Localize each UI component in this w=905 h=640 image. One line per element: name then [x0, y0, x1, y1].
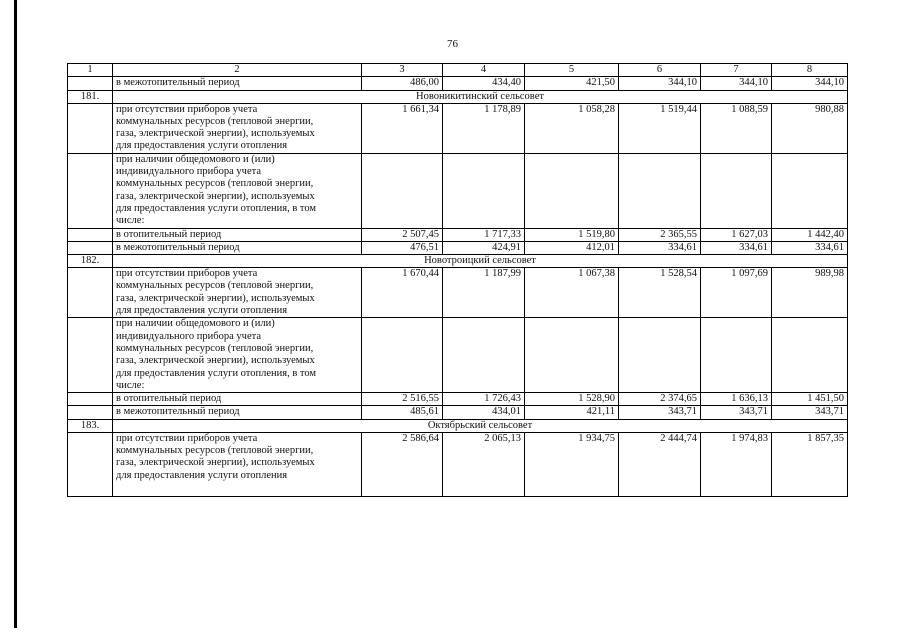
row-number: [68, 268, 113, 318]
row-label: в межотопительный период: [113, 77, 362, 90]
header-cell: 4: [443, 64, 525, 77]
value-cell: [701, 153, 772, 228]
table-row: [68, 432, 848, 496]
table-row: [68, 268, 848, 318]
value-cell: 1 058,28: [525, 103, 619, 153]
value-cell: 2 586,64: [362, 432, 443, 496]
row-number: [68, 432, 113, 496]
row-number: [68, 77, 113, 90]
value-cell: [362, 318, 443, 393]
value-cell: 1 974,83: [701, 432, 772, 496]
value-cell: 476,51: [362, 241, 443, 254]
header-row: [68, 64, 848, 77]
table-row: [68, 406, 848, 419]
row-number: [68, 103, 113, 153]
value-cell: 1 442,40: [772, 228, 848, 241]
row-label: в межотопительный период: [113, 241, 362, 254]
value-cell: [443, 153, 525, 228]
value-cell: 989,98: [772, 268, 848, 318]
table-row: [68, 228, 848, 241]
value-cell: 1 857,35: [772, 432, 848, 496]
row-label: при наличии общедомового и (или) индивидуального прибора учета коммунальных ресурсов (тепловой энергии, газа, электрической энергии), используемых для предоставления услуги отопления, в том числе:: [113, 318, 362, 393]
value-cell: 344,10: [619, 77, 701, 90]
value-cell: 412,01: [525, 241, 619, 254]
value-cell: 434,40: [443, 77, 525, 90]
value-cell: 1 636,13: [701, 393, 772, 406]
row-label: при отсутствии приборов учета коммунальных ресурсов (тепловой энергии, газа, электрической энергии), используемых для предоставления услуги отопления: [113, 103, 362, 153]
value-cell: 2 516,55: [362, 393, 443, 406]
table-body: [68, 64, 848, 497]
value-cell: [525, 318, 619, 393]
value-cell: [525, 153, 619, 228]
row-number: [68, 318, 113, 393]
header-cell: 3: [362, 64, 443, 77]
section-title: Новоникитинский сельсовет: [113, 90, 848, 103]
section-title: Октябрьский сельсовет: [113, 419, 848, 432]
value-cell: 334,61: [701, 241, 772, 254]
value-cell: 1 519,44: [619, 103, 701, 153]
value-cell: [701, 318, 772, 393]
value-cell: 1 627,03: [701, 228, 772, 241]
row-number: [68, 228, 113, 241]
header-cell: 1: [68, 64, 113, 77]
value-cell: 1 528,54: [619, 268, 701, 318]
value-cell: 1 088,59: [701, 103, 772, 153]
value-cell: 421,11: [525, 406, 619, 419]
row-number: [68, 406, 113, 419]
header-cell: 5: [525, 64, 619, 77]
table-row: [68, 318, 848, 393]
section-row: [68, 255, 848, 268]
value-cell: 485,61: [362, 406, 443, 419]
binding-margin-line: [14, 0, 17, 628]
value-cell: [619, 153, 701, 228]
value-cell: 1 717,33: [443, 228, 525, 241]
value-cell: 1 451,50: [772, 393, 848, 406]
value-cell: [362, 153, 443, 228]
section-row: [68, 90, 848, 103]
value-cell: 1 670,44: [362, 268, 443, 318]
value-cell: 334,61: [772, 241, 848, 254]
value-cell: 334,61: [619, 241, 701, 254]
value-cell: [772, 153, 848, 228]
value-cell: 1 519,80: [525, 228, 619, 241]
value-cell: 2 374,65: [619, 393, 701, 406]
value-cell: 1 661,34: [362, 103, 443, 153]
value-cell: 1 528,90: [525, 393, 619, 406]
row-label: при отсутствии приборов учета коммунальных ресурсов (тепловой энергии, газа, электрической энергии), используемых для предоставления услуги отопления: [113, 268, 362, 318]
value-cell: [619, 318, 701, 393]
value-cell: 980,88: [772, 103, 848, 153]
row-label: в межотопительный период: [113, 406, 362, 419]
section-title: Новотроицкий сельсовет: [113, 255, 848, 268]
section-row: [68, 419, 848, 432]
value-cell: [772, 318, 848, 393]
value-cell: 2 507,45: [362, 228, 443, 241]
header-cell: 6: [619, 64, 701, 77]
header-cell: 8: [772, 64, 848, 77]
value-cell: 1 178,89: [443, 103, 525, 153]
value-cell: 2 365,55: [619, 228, 701, 241]
table-row: [68, 241, 848, 254]
row-label: в отопительный период: [113, 228, 362, 241]
value-cell: 343,71: [772, 406, 848, 419]
value-cell: 1 067,38: [525, 268, 619, 318]
value-cell: 343,71: [619, 406, 701, 419]
value-cell: 1 187,99: [443, 268, 525, 318]
value-cell: 344,10: [701, 77, 772, 90]
row-number: 182.: [68, 255, 113, 268]
table-row: [68, 77, 848, 90]
value-cell: 343,71: [701, 406, 772, 419]
value-cell: 2 444,74: [619, 432, 701, 496]
table-row: [68, 153, 848, 228]
value-cell: 1 097,69: [701, 268, 772, 318]
row-number: [68, 393, 113, 406]
tariff-table: [67, 63, 848, 497]
value-cell: 1 726,43: [443, 393, 525, 406]
value-cell: 421,50: [525, 77, 619, 90]
value-cell: 424,91: [443, 241, 525, 254]
value-cell: 486,00: [362, 77, 443, 90]
value-cell: 1 934,75: [525, 432, 619, 496]
row-number: 183.: [68, 419, 113, 432]
row-number: 181.: [68, 90, 113, 103]
header-cell: 7: [701, 64, 772, 77]
value-cell: 434,01: [443, 406, 525, 419]
value-cell: [443, 318, 525, 393]
page-number: 76: [447, 38, 458, 50]
header-cell: 2: [113, 64, 362, 77]
row-label: при отсутствии приборов учета коммунальных ресурсов (тепловой энергии, газа, электрической энергии), используемых для предоставления услуги отопления: [113, 432, 362, 496]
table-row: [68, 393, 848, 406]
row-label: в отопительный период: [113, 393, 362, 406]
value-cell: 344,10: [772, 77, 848, 90]
row-label: при наличии общедомового и (или) индивидуального прибора учета коммунальных ресурсов (тепловой энергии, газа, электрической энергии), используемых для предоставления услуги отопления, в том числе:: [113, 153, 362, 228]
row-number: [68, 241, 113, 254]
value-cell: 2 065,13: [443, 432, 525, 496]
row-number: [68, 153, 113, 228]
table-row: [68, 103, 848, 153]
